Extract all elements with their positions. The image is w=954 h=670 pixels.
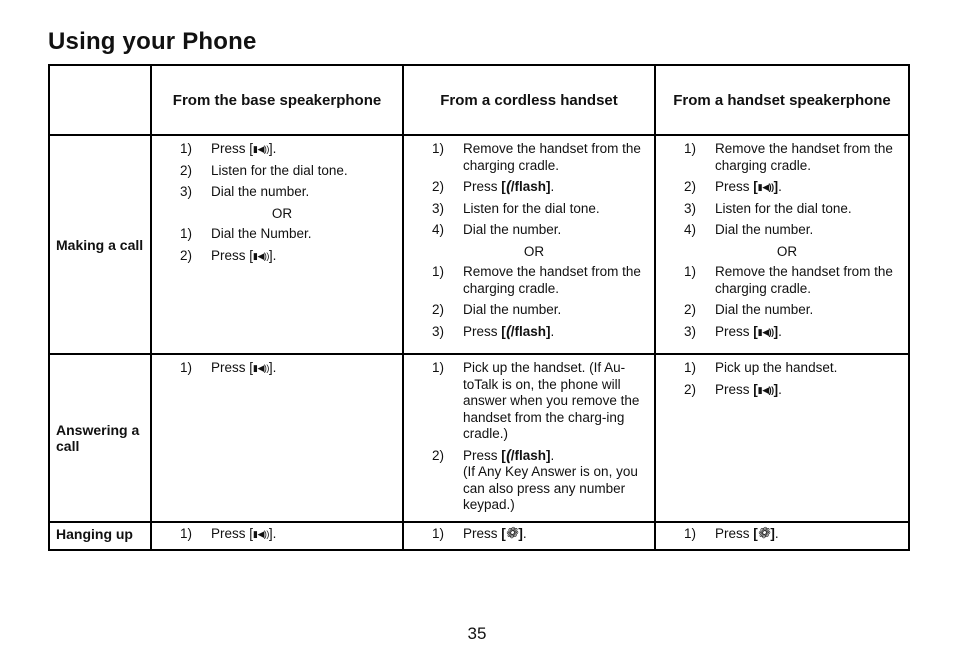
list-item: [412, 360, 648, 443]
list-item: [412, 448, 648, 514]
list-item: [664, 264, 902, 297]
talk-icon: (: [504, 178, 513, 195]
cell-making-speakerphone: [655, 135, 909, 354]
speaker-icon: ▮◀)): [757, 182, 774, 192]
key-label: [❁]: [753, 524, 775, 542]
step-text: Pick up the handset. (If Au-toTalk is on, the phone will answer when you remove the handset from the charg-ing cradle.): [463, 360, 640, 441]
step-text: Remove the handset from the charging cradle.: [463, 264, 641, 296]
end-call-icon: ❁: [504, 524, 520, 542]
step-number: 4): [432, 222, 445, 237]
list-item: [664, 179, 902, 196]
list-item: [160, 163, 396, 180]
step-number: 4): [684, 222, 697, 237]
step-list: [160, 360, 396, 377]
cell-answering-speakerphone: [655, 354, 909, 522]
step-text: Press [(/flash]. (If Any Key Answer is on, you can also press any number keypad.): [463, 446, 638, 512]
step-number: 1): [432, 264, 445, 279]
step-number: 2): [180, 162, 193, 178]
key-label: [▮◀))]: [753, 323, 779, 339]
cell-answering-cordless: [403, 354, 655, 522]
list-item: [412, 141, 648, 174]
end-call-icon: ❁: [756, 524, 772, 542]
step-text: Press [▮◀))].: [211, 360, 277, 375]
step-number: 2): [432, 302, 445, 317]
list-item: [412, 264, 648, 297]
or-separator: OR: [523, 243, 545, 259]
step-number: 1): [684, 141, 697, 156]
step-number: 2): [684, 381, 697, 397]
step-number: 2): [684, 179, 697, 194]
cell-hanging-speakerphone: [655, 522, 909, 551]
list-item: [664, 201, 902, 218]
list-item: [412, 526, 648, 543]
step-number: 3): [180, 184, 193, 199]
table-header-row: [49, 65, 909, 135]
speaker-icon: ▮◀)): [253, 363, 269, 373]
step-number: 3): [684, 200, 697, 216]
page-title: Using your Phone: [48, 28, 257, 55]
list-item: [412, 302, 648, 319]
step-list: [160, 141, 396, 264]
cell-making-cordless: [403, 135, 655, 354]
key-label: [▮◀))]: [249, 360, 273, 375]
key-label: [▮◀))]: [249, 247, 273, 263]
key-label: [(/flash]: [501, 446, 551, 464]
list-item: [664, 141, 902, 174]
flash-label: /flash: [510, 447, 547, 463]
step-list: [412, 141, 648, 340]
step-text: Press [▮◀))].: [715, 179, 782, 194]
row-label-making-call: Making a call: [49, 135, 151, 354]
or-separator: OR: [776, 243, 798, 259]
step-text: Dial the number.: [715, 222, 814, 237]
phone-usage-table: [48, 64, 910, 551]
or-separator: OR: [271, 205, 293, 221]
step-text: Remove the handset from the charging cradle.: [715, 141, 893, 173]
speaker-icon: ▮◀)): [253, 144, 269, 154]
step-number: 3): [432, 200, 445, 216]
step-number: 1): [180, 226, 193, 241]
table-row-making-call: [49, 135, 909, 354]
cell-making-base: [151, 135, 403, 354]
talk-icon: (: [504, 446, 513, 464]
speaker-icon: ▮◀)): [757, 384, 774, 395]
step-text: Press [▮◀))].: [211, 141, 277, 156]
step-number: 1): [432, 525, 445, 541]
step-text: Remove the handset from the charging cradle.: [463, 141, 641, 173]
flash-label: /flash: [510, 323, 547, 339]
list-item: [664, 382, 902, 399]
list-item: [664, 526, 902, 543]
key-label: [❁]: [501, 524, 523, 542]
list-item: [160, 141, 396, 158]
key-label: [(/flash]: [501, 178, 551, 195]
table-row-hanging-up: [49, 522, 909, 551]
list-item: [412, 201, 648, 218]
key-label: [▮◀))]: [249, 525, 273, 541]
talk-icon: (: [504, 322, 513, 340]
step-text: Press [(/flash].: [463, 178, 555, 195]
list-item: [664, 324, 902, 341]
row-label-hanging-up: Hanging up: [49, 522, 151, 551]
step-number: 2): [432, 447, 445, 463]
step-text: Press [❁].: [715, 524, 779, 542]
page-number: 35: [467, 624, 487, 643]
step-list: [664, 360, 902, 398]
list-item: [160, 184, 396, 201]
cell-hanging-base: [151, 522, 403, 551]
step-text: Pick up the handset.: [715, 360, 838, 375]
step-text: Dial the Number.: [211, 226, 312, 241]
table-row-answering-call: [49, 354, 909, 522]
speaker-icon: ▮◀)): [757, 326, 774, 337]
header-empty: [49, 65, 151, 135]
step-text: Remove the handset from the charging cradle.: [715, 264, 893, 296]
header-cordless-handset: From a cordless handset: [403, 65, 655, 135]
step-list: [664, 141, 902, 340]
header-handset-speakerphone: From a handset speakerphone: [655, 65, 909, 135]
step-number: 1): [684, 264, 697, 279]
step-number: 1): [684, 360, 697, 375]
step-text: Listen for the dial tone.: [463, 200, 600, 216]
step-text: Dial the number.: [463, 222, 562, 237]
speaker-icon: ▮◀)): [253, 528, 269, 539]
flash-label: /flash: [510, 179, 547, 194]
step-list: [412, 526, 648, 543]
step-list: [160, 526, 396, 543]
list-item: [664, 360, 902, 377]
key-label: [▮◀))]: [753, 381, 779, 397]
step-number: 1): [180, 141, 193, 156]
step-number: 3): [432, 323, 445, 339]
step-number: 2): [180, 247, 193, 263]
step-text: Press [❁].: [463, 524, 527, 542]
list-item: [160, 248, 396, 265]
step-number: 2): [432, 179, 445, 194]
key-label: [(/flash]: [501, 322, 551, 340]
list-item: [412, 222, 648, 239]
speaker-icon: ▮◀)): [253, 250, 269, 261]
list-item: [160, 360, 396, 377]
step-text: Press [▮◀))].: [211, 525, 277, 541]
header-base-speakerphone: From the base speakerphone: [151, 65, 403, 135]
step-text: Press [(/flash].: [463, 322, 555, 340]
step-list: [412, 360, 648, 514]
step-number: 3): [684, 323, 697, 339]
step-text: Press [▮◀))].: [211, 247, 277, 263]
cell-hanging-cordless: [403, 522, 655, 551]
key-label: [▮◀))]: [249, 141, 273, 156]
step-text: Listen for the dial tone.: [715, 200, 852, 216]
step-number: 1): [180, 360, 193, 375]
step-number: 1): [432, 141, 445, 156]
step-text: Press [▮◀))].: [715, 381, 782, 397]
list-item: [664, 302, 902, 319]
step-text: Dial the number.: [211, 184, 310, 199]
step-number: 1): [432, 360, 445, 375]
step-text: Listen for the dial tone.: [211, 162, 348, 178]
list-item: [412, 324, 648, 341]
step-text: Press [▮◀))].: [715, 323, 782, 339]
list-item: [160, 526, 396, 543]
step-number: 1): [180, 525, 193, 541]
step-text: Dial the number.: [463, 302, 562, 317]
step-number: 1): [684, 525, 697, 541]
cell-answering-base: [151, 354, 403, 522]
list-item: [160, 226, 396, 243]
step-text: Dial the number.: [715, 302, 814, 317]
list-item: [412, 179, 648, 196]
list-item: [664, 222, 902, 239]
row-label-answering-call: Answering a call: [49, 354, 151, 522]
key-label: [▮◀))]: [753, 179, 779, 194]
step-list: [664, 526, 902, 543]
step-number: 2): [684, 302, 697, 317]
